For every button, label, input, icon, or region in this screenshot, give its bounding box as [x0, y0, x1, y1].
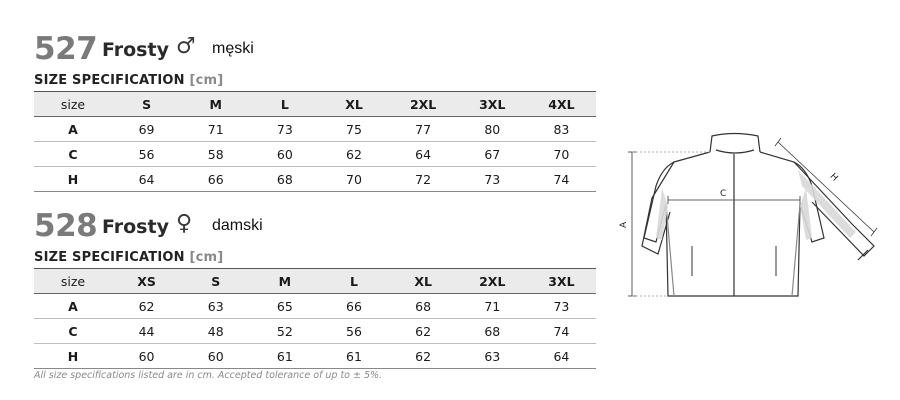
table-cell: 66 [319, 294, 388, 319]
table-cell: 71 [181, 117, 250, 142]
table-row [34, 319, 596, 344]
header-cell: S [112, 92, 181, 117]
table-cell: 71 [458, 294, 527, 319]
table-cell: 80 [458, 117, 527, 142]
spec-unit: [cm] [189, 250, 224, 265]
table-cell: 52 [250, 319, 319, 344]
table-cell: 68 [458, 319, 527, 344]
table-cell: 67 [458, 142, 527, 167]
table-cell: 48 [181, 319, 250, 344]
table-row [34, 142, 596, 167]
table-cell: 62 [389, 344, 458, 369]
gender-label: damski [212, 217, 263, 234]
table-cell: 70 [527, 142, 596, 167]
spec-title-text: SIZE SPECIFICATION [34, 250, 185, 265]
header-cell: L [250, 92, 319, 117]
table-cell: 64 [527, 344, 596, 369]
table-row [34, 117, 596, 142]
male-icon: ♂ [176, 34, 196, 59]
table-cell: 64 [389, 142, 458, 167]
table-cell: 70 [319, 167, 388, 192]
size-table-528 [34, 268, 596, 369]
spec-title [34, 249, 596, 267]
header-cell: M [181, 92, 250, 117]
table-cell: 77 [389, 117, 458, 142]
header-cell: M [250, 269, 319, 294]
header-cell: S [181, 269, 250, 294]
table-cell: 69 [112, 117, 181, 142]
table-cell: 58 [181, 142, 250, 167]
table-cell: 66 [181, 167, 250, 192]
header-cell: XL [389, 269, 458, 294]
table-cell: 62 [112, 294, 181, 319]
table-row [34, 344, 596, 369]
label-h: H [827, 171, 840, 184]
table-row [34, 294, 596, 319]
spec-unit: [cm] [189, 73, 224, 88]
table-cell: 62 [319, 142, 388, 167]
header-cell: 2XL [389, 92, 458, 117]
product-number: 527 [34, 31, 98, 67]
table-cell: 83 [527, 117, 596, 142]
table-cell: 62 [389, 319, 458, 344]
table-cell: 56 [319, 319, 388, 344]
table-cell: 75 [319, 117, 388, 142]
size-block-528 [34, 209, 596, 369]
table-cell: 73 [458, 167, 527, 192]
spec-title [34, 72, 596, 90]
header-cell: XL [319, 92, 388, 117]
row-label: C [34, 319, 112, 344]
table-cell: 63 [181, 294, 250, 319]
product-header [34, 32, 596, 72]
header-cell: 3XL [527, 269, 596, 294]
table-cell: 61 [319, 344, 388, 369]
table-cell: 61 [250, 344, 319, 369]
header-cell: size [34, 269, 112, 294]
table-cell: 68 [250, 167, 319, 192]
size-table-527 [34, 91, 596, 192]
table-cell: 74 [527, 167, 596, 192]
header-cell: XS [112, 269, 181, 294]
row-label: H [34, 344, 112, 369]
table-cell: 56 [112, 142, 181, 167]
spec-title-text: SIZE SPECIFICATION [34, 73, 185, 88]
header-cell: 3XL [458, 92, 527, 117]
row-label: C [34, 142, 112, 167]
label-a: A [619, 221, 629, 228]
table-cell: 73 [527, 294, 596, 319]
table-cell: 60 [112, 344, 181, 369]
size-block-527 [34, 32, 596, 192]
table-cell: 63 [458, 344, 527, 369]
footnote: All size specifications listed are in cm. Accepted tolerance of up to ± 5%. [34, 370, 383, 381]
table-cell: 60 [181, 344, 250, 369]
header-cell: 2XL [458, 269, 527, 294]
header-cell: L [319, 269, 388, 294]
table-cell: 44 [112, 319, 181, 344]
header-cell: size [34, 92, 112, 117]
table-cell: 68 [389, 294, 458, 319]
table-cell: 73 [250, 117, 319, 142]
product-header [34, 209, 596, 249]
product-number: 528 [34, 208, 98, 244]
table-cell: 65 [250, 294, 319, 319]
header-cell: 4XL [527, 92, 596, 117]
gender-label: męski [212, 40, 254, 57]
row-label: A [34, 117, 112, 142]
table-header-row [34, 269, 596, 294]
product-name: Frosty [102, 39, 169, 61]
female-icon: ♀ [176, 211, 193, 236]
table-row [34, 167, 596, 192]
jacket-diagram [612, 128, 882, 306]
table-cell: 60 [250, 142, 319, 167]
table-cell: 64 [112, 167, 181, 192]
table-header-row [34, 92, 596, 117]
table-cell: 72 [389, 167, 458, 192]
table-cell: 74 [527, 319, 596, 344]
product-name: Frosty [102, 216, 169, 238]
row-label: A [34, 294, 112, 319]
label-c: C [720, 189, 727, 199]
row-label: H [34, 167, 112, 192]
